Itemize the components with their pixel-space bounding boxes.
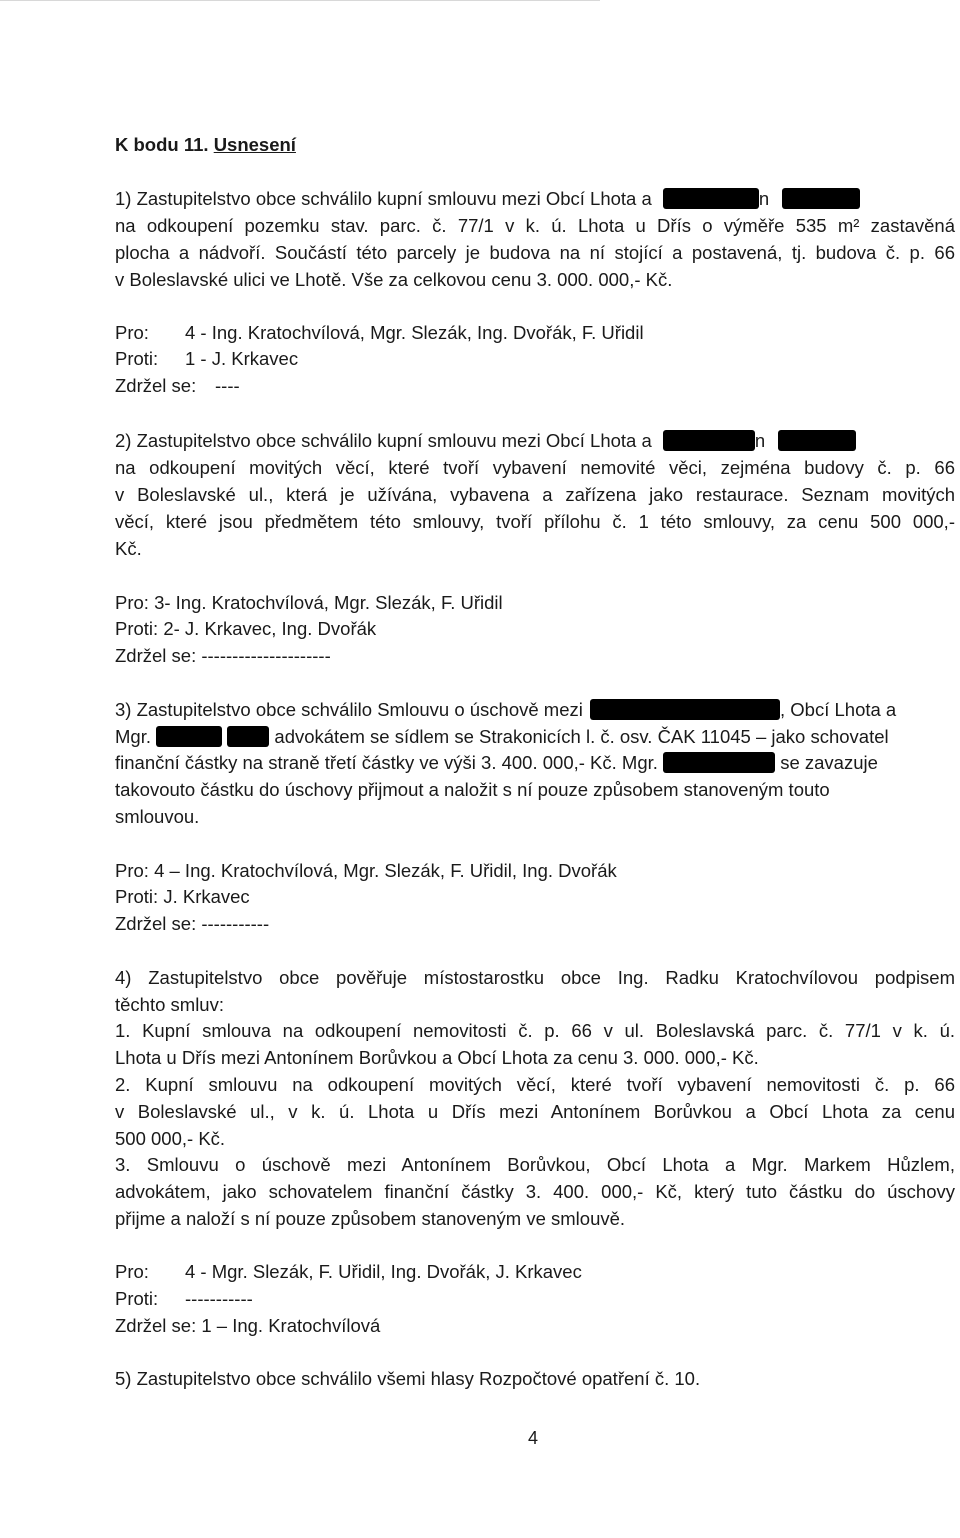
item1-line3: plocha a nádvoří. Součástí této parcely je budova na ní stojící a postavená, tj. budova č. p. 66 <box>115 242 955 263</box>
item4-line1: 4) Zastupitelstvo obce pověřuje místostarostku obce Ing. Radku Kratochvílovou podpisem <box>115 967 955 988</box>
item3-vote-zdrzel: Zdržel se: ----------- <box>115 913 270 934</box>
redaction-block <box>590 699 780 720</box>
item2-vote-pro: Pro: 3- Ing. Kratochvílová, Mgr. Slezák, F. Uřidil <box>115 592 503 613</box>
item2-vote-proti: Proti: 2- J. Krkavec, Ing. Dvořák <box>115 618 377 639</box>
item1-line1: 1) Zastupitelstvo obce schválilo kupní smlouvu mezi Obcí Lhota a n <box>115 186 955 212</box>
item3-vote-proti: Proti: J. Krkavec <box>115 886 250 907</box>
item4-vote-pro: Pro: 4 - Mgr. Slezák, F. Uřidil, Ing. Dvořák, J. Krkavec <box>115 1261 582 1282</box>
redaction-block <box>778 430 856 451</box>
item3-vote-pro: Pro: 4 – Ing. Kratochvílová, Mgr. Slezák, F. Uřidil, Ing. Dvořák <box>115 860 617 881</box>
item5-line1: 5) Zastupitelstvo obce schválilo všemi hlasy Rozpočtové opatření č. 10. <box>115 1368 701 1389</box>
item4-line7: 500 000,- Kč. <box>115 1128 226 1149</box>
item4-vote-proti: Proti: ----------- <box>115 1288 253 1309</box>
item4-line2: těchto smluv: <box>115 994 224 1015</box>
item3-line4: takovouto částku do úschovy přijmout a naložit s ní pouze způsobem stanoveným touto <box>115 779 830 800</box>
item3-line3: finanční částky na straně třetí částky ve výši 3. 400. 000,- Kč. Mgr. se zavazuje <box>115 752 878 773</box>
item4-line5: 2. Kupní smlouvu na odkoupení movitých věcí, které tvoří vybavení nemovitosti č. p. 66 <box>115 1074 955 1095</box>
item2-line2: na odkoupení movitých věcí, které tvoří vybavení nemovité věci, zejména budovy č. p. 66 <box>115 457 955 478</box>
redaction-block <box>663 430 755 451</box>
item4-line10: přijme a naloží s ní pouze způsobem stanoveným ve smlouvě. <box>115 1208 626 1229</box>
item3-line2: Mgr. advokátem se sídlem se Strakonicích l. č. osv. ČAK 11045 – jako schovatel <box>115 726 889 747</box>
item1-line4: v Boleslavské ulici ve Lhotě. Vše za celkovou cenu 3. 000. 000,- Kč. <box>115 269 673 290</box>
redaction-block <box>227 726 269 747</box>
item4-line8: 3. Smlouvu o úschově mezi Antonínem Borůvkou, Obcí Lhota a Mgr. Markem Hůzlem, <box>115 1154 955 1175</box>
item4-line9: advokátem, jako schovatelem finanční částky 3. 400. 000,- Kč, který tuto částku do úschovy <box>115 1181 955 1202</box>
item2-line5: Kč. <box>115 538 142 559</box>
item3-line1: 3) Zastupitelstvo obce schválilo Smlouvu o úschově mezi , Obcí Lhota a <box>115 699 897 720</box>
redaction-block <box>156 726 222 747</box>
section-heading: K bodu 11. Usnesení <box>115 134 296 155</box>
item4-line4: Lhota u Dřís mezi Antonínem Borůvkou a Obcí Lhota za cenu 3. 000. 000,- Kč. <box>115 1047 759 1068</box>
item1-line2: na odkoupení pozemku stav. parc. č. 77/1 v k. ú. Lhota u Dřís o výměře 535 m² zastavěná <box>115 215 955 236</box>
item4-line6: v Boleslavské ul., v k. ú. Lhota u Dřís mezi Antonínem Borůvkou a Obcí Lhota za cenu <box>115 1101 955 1122</box>
heading-title: Usnesení <box>213 134 296 155</box>
page-number: 4 <box>527 1428 538 1448</box>
item2-line3: v Boleslavské ul., která je užívána, vybavena a zařízena jako restaurace. Seznam movitých <box>115 484 955 505</box>
item2-vote-zdrzel: Zdržel se: --------------------- <box>115 645 331 666</box>
item4-line3: 1. Kupní smlouva na odkoupení nemovitosti č. p. 66 v ul. Boleslavská parc. č. 77/1 v k. ú. <box>115 1020 955 1041</box>
scan-edge-line <box>0 0 600 1</box>
item1-vote-proti: Proti: 1 - J. Krkavec <box>115 348 299 369</box>
item1-vote-zdrzel: Zdržel se: ---- <box>115 375 240 396</box>
item1-vote-pro: Pro: 4 - Ing. Kratochvílová, Mgr. Slezák, Ing. Dvořák, F. Uřidil <box>115 322 644 343</box>
item2-line4: věcí, které jsou předmětem této smlouvy, tvoří přílohu č. 1 této smlouvy, za cenu 500 000,- <box>115 511 955 532</box>
redaction-block <box>782 188 860 209</box>
redaction-block <box>663 752 775 773</box>
item4-vote-zdrzel: Zdržel se: 1 – Ing. Kratochvílová <box>115 1315 381 1336</box>
redaction-block <box>663 188 759 209</box>
item3-line5: smlouvou. <box>115 806 200 827</box>
item2-line1: 2) Zastupitelstvo obce schválilo kupní smlouvu mezi Obcí Lhota a n <box>115 428 955 454</box>
